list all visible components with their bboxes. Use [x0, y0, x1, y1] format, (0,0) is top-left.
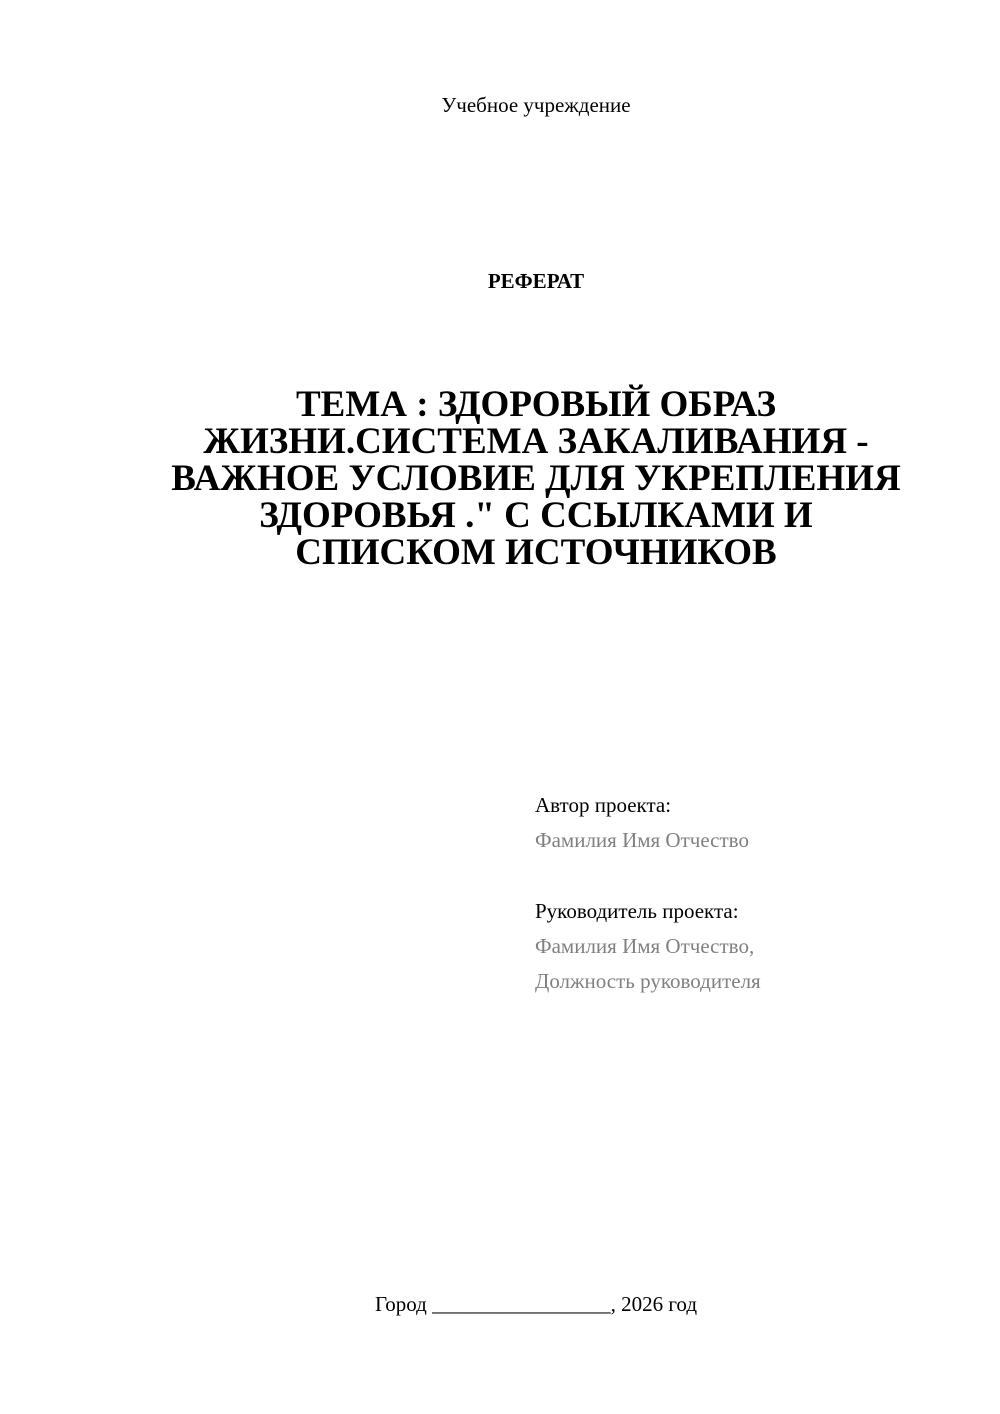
topic-line: ВАЖНОЕ УСЛОВИЕ ДЛЯ УКРЕПЛЕНИЯ	[171, 458, 901, 499]
supervisor-label: Руководитель проекта:	[535, 899, 739, 923]
document-type: РЕФЕРАТ	[487, 269, 585, 293]
authors-spacer	[535, 858, 975, 894]
supervisor-position: Должность руководителя	[535, 969, 761, 993]
author-label: Автор проекта:	[535, 793, 672, 817]
topic-title	[150, 386, 922, 571]
topic-line: ТЕМА : ЗДОРОВЫЙ ОБРАЗ	[296, 384, 776, 425]
supervisor-name: Фамилия Имя Отчество,	[535, 934, 755, 958]
authors-block	[535, 788, 975, 999]
topic-line: ЖИЗНИ.СИСТЕМА ЗАКАЛИВАНИЯ -	[203, 421, 869, 462]
institution-name: Учебное учреждение	[441, 93, 631, 117]
topic-line: ЗДОРОВЬЯ ." С ССЫЛКАМИ И	[259, 495, 813, 536]
city-year-footer: Город _________________, 2026 год	[374, 1292, 698, 1316]
topic-line: СПИСКОМ ИСТОЧНИКОВ	[295, 532, 777, 573]
author-name: Фамилия Имя Отчество	[535, 828, 749, 852]
